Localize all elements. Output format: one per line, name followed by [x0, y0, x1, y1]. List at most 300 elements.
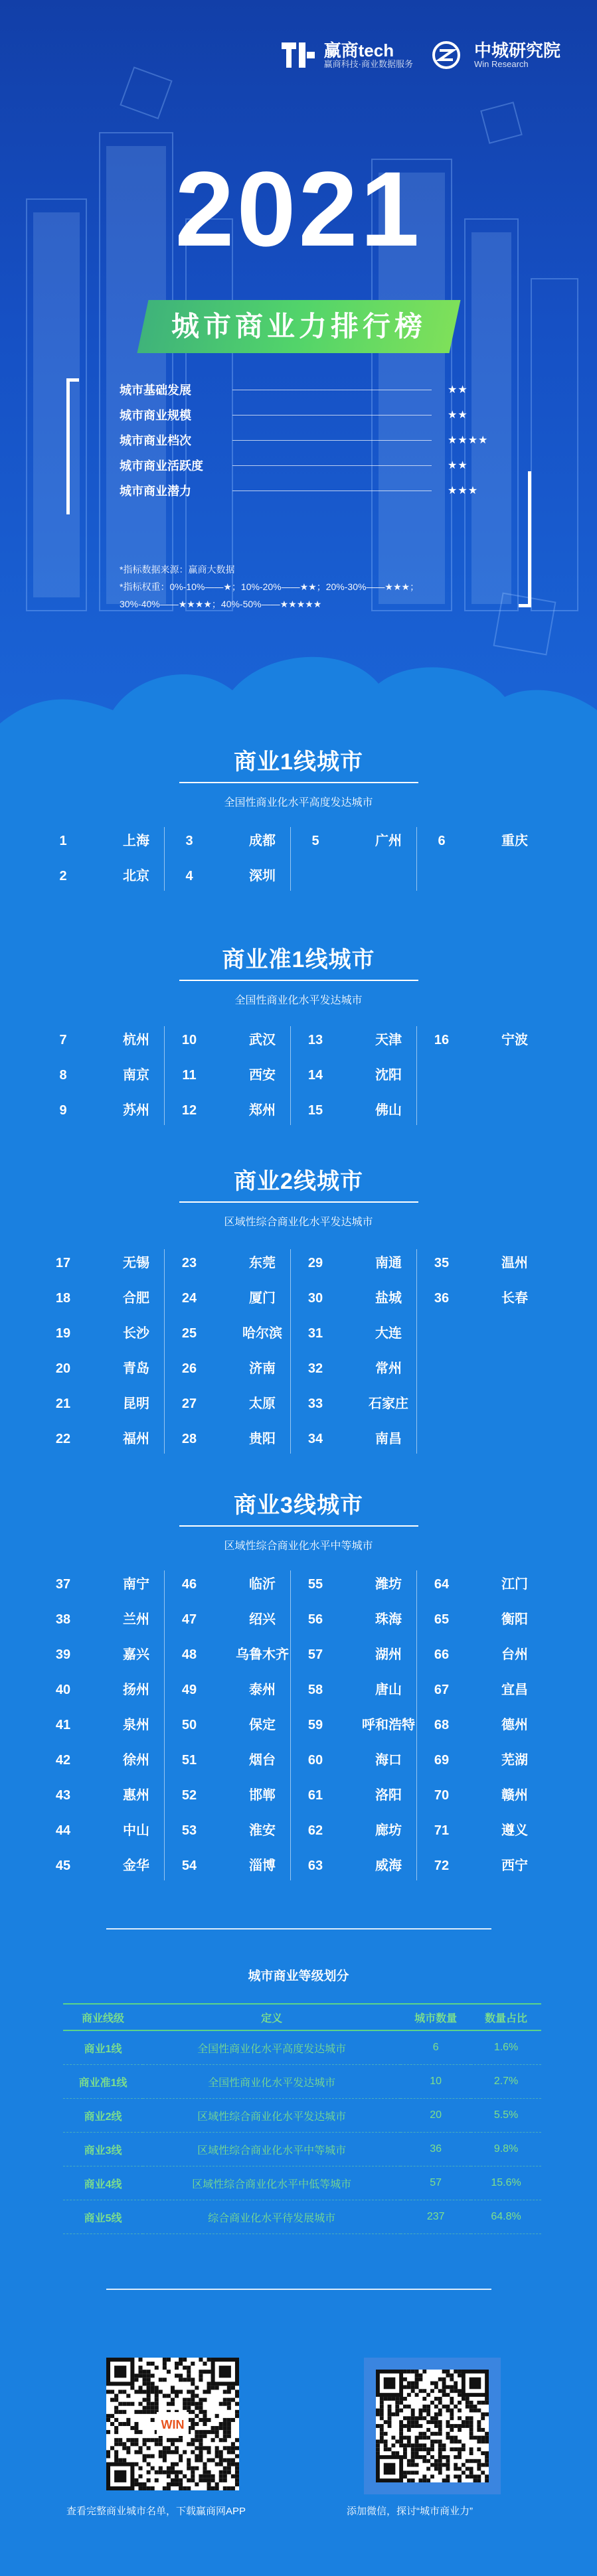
- city-rank-item: [428, 1030, 548, 1050]
- city-rank: 38: [55, 1612, 71, 1627]
- city-rank: 53: [181, 1823, 197, 1838]
- city-rank-item: [302, 1610, 422, 1629]
- table-row: [63, 2133, 541, 2166]
- city-rank-item: [50, 1645, 169, 1665]
- city-name: 合肥: [123, 1291, 149, 1306]
- winshang-logo-icon: [280, 40, 317, 70]
- city-name: 中山: [123, 1823, 149, 1838]
- cloud-divider: [0, 617, 597, 763]
- indicator-stars: ★★: [448, 410, 468, 421]
- city-rank: 59: [307, 1718, 323, 1732]
- grade-definition: 全国性商业化水平发达城市: [143, 2065, 400, 2099]
- city-rank: 5: [311, 834, 319, 848]
- city-rank: 14: [307, 1068, 323, 1083]
- city-count: 6: [400, 2030, 471, 2065]
- city-name: 大连: [375, 1326, 402, 1341]
- city-rank-item: [302, 1065, 422, 1085]
- column-separator: [164, 1570, 165, 1880]
- tier2-title: 商业2线城市: [234, 1169, 363, 1194]
- table-row: [63, 2030, 541, 2065]
- grade-definition: 区域性综合商业化水平中等城市: [143, 2133, 400, 2166]
- section-divider: [106, 1928, 491, 1930]
- city-name: 北京: [123, 869, 149, 883]
- table-row: [63, 2065, 541, 2099]
- city-rank: 32: [307, 1361, 323, 1376]
- city-rank-item: [176, 1680, 296, 1700]
- city-rank-item: [176, 866, 296, 886]
- share-percent: 5.5%: [471, 2099, 541, 2133]
- city-rank-item: [302, 1715, 422, 1735]
- winshang-tech-logo: [280, 40, 413, 70]
- city-rank-item: [302, 1394, 422, 1414]
- city-name: 湖州: [375, 1647, 402, 1662]
- city-name: 宜昌: [501, 1683, 528, 1697]
- share-percent: 15.6%: [471, 2166, 541, 2200]
- city-rank-item: [428, 1253, 548, 1273]
- city-rank-item: [50, 1750, 169, 1770]
- city-rank: 44: [55, 1823, 71, 1838]
- city-rank: 45: [55, 1858, 71, 1873]
- city-name: 南宁: [123, 1577, 149, 1592]
- city-rank: 23: [181, 1256, 197, 1270]
- city-rank: 49: [181, 1683, 197, 1697]
- city-rank: 56: [307, 1612, 323, 1627]
- city-rank-item: [302, 1288, 422, 1308]
- city-rank: 72: [434, 1858, 450, 1873]
- city-rank-item: [176, 1715, 296, 1735]
- city-name: 金华: [123, 1858, 149, 1873]
- grade-level: 商业4线: [63, 2166, 143, 2200]
- city-rank: 31: [307, 1326, 323, 1341]
- indicator-label: 城市基础发展: [120, 384, 191, 397]
- city-rank-item: [302, 1856, 422, 1876]
- city-rank-item: [302, 1324, 422, 1343]
- city-name: 廊坊: [375, 1823, 402, 1838]
- city-rank-item: [176, 1856, 296, 1876]
- table-row: [63, 2166, 541, 2200]
- city-rank: 27: [181, 1397, 197, 1411]
- city-rank-item: [176, 1253, 296, 1273]
- city-rank: 47: [181, 1612, 197, 1627]
- indicator-line: [232, 415, 432, 416]
- city-rank-item: [50, 1030, 169, 1050]
- city-name: 洛阳: [375, 1788, 402, 1803]
- city-rank-item: [176, 1429, 296, 1449]
- city-rank-item: [176, 1359, 296, 1379]
- indicator-stars: ★★: [448, 384, 468, 396]
- city-name: 唐山: [375, 1683, 402, 1697]
- city-name: 赣州: [501, 1788, 528, 1803]
- city-rank: 55: [307, 1577, 323, 1592]
- grade-level: 商业1线: [63, 2030, 143, 2065]
- city-rank: 63: [307, 1858, 323, 1873]
- column-separator: [416, 827, 417, 891]
- city-rank: 42: [55, 1753, 71, 1768]
- grade-table-title: 城市商业等级划分: [248, 1969, 349, 1983]
- city-rank-item: [50, 1610, 169, 1629]
- indicator-stars: ★★★★: [448, 435, 489, 446]
- city-rank-item: [176, 1750, 296, 1770]
- city-name: 南昌: [375, 1432, 402, 1446]
- grade-level: 商业2线: [63, 2099, 143, 2133]
- city-count: 20: [400, 2099, 471, 2133]
- city-rank-item: [302, 1680, 422, 1700]
- city-count: 237: [400, 2200, 471, 2234]
- city-rank-item: [302, 1030, 422, 1050]
- city-name: 威海: [375, 1858, 402, 1873]
- city-rank: 28: [181, 1432, 197, 1446]
- column-separator: [164, 827, 165, 891]
- city-rank-item: [50, 1429, 169, 1449]
- indicator-row: [120, 405, 491, 425]
- city-rank-item: [302, 1821, 422, 1841]
- city-rank-item: [176, 1288, 296, 1308]
- city-rank-item: [428, 1645, 548, 1665]
- grade-definition: 综合商业化水平待发展城市: [143, 2200, 400, 2234]
- city-rank-item: [302, 1253, 422, 1273]
- city-name: 乌鲁木齐: [236, 1647, 289, 1662]
- year-title: 2021: [175, 149, 422, 268]
- indicator-line: [232, 465, 432, 466]
- city-rank: 15: [307, 1103, 323, 1118]
- wechat-qr-caption: 添加微信，探讨“城市商业力”: [347, 2506, 473, 2517]
- city-rank-item: [428, 1785, 548, 1805]
- city-rank-item: [428, 1856, 548, 1876]
- city-rank-item: [176, 1394, 296, 1414]
- city-name: 江门: [501, 1577, 528, 1592]
- tier1-title: 商业1线城市: [234, 749, 363, 775]
- column-separator: [164, 1249, 165, 1454]
- city-rank: 65: [434, 1612, 450, 1627]
- column-separator: [290, 1026, 291, 1125]
- city-rank-item: [428, 1288, 548, 1308]
- city-name: 佛山: [375, 1103, 402, 1118]
- city-rank: 34: [307, 1432, 323, 1446]
- city-rank-item: [302, 831, 422, 851]
- city-rank-item: [176, 1610, 296, 1629]
- city-name: 温州: [501, 1256, 528, 1270]
- city-rank: 52: [181, 1788, 197, 1803]
- city-rank: 61: [307, 1788, 323, 1803]
- tier-1plus-rule: [179, 980, 418, 981]
- win-research-logo: [430, 40, 560, 70]
- city-skyline-illustration: [0, 0, 597, 723]
- indicator-stars: ★★: [448, 460, 468, 471]
- city-rank-item: [428, 1750, 548, 1770]
- city-name: 无锡: [123, 1256, 149, 1270]
- city-rank-item: [302, 1100, 422, 1120]
- city-rank: 60: [307, 1753, 323, 1768]
- city-count: 36: [400, 2133, 471, 2166]
- city-rank-item: [50, 1100, 169, 1120]
- city-rank: 8: [59, 1068, 67, 1083]
- city-rank: 69: [434, 1753, 450, 1768]
- col-header-level: 商业线级: [63, 2004, 143, 2030]
- share-percent: 64.8%: [471, 2200, 541, 2234]
- app-download-qr[interactable]: [106, 2358, 239, 2490]
- city-rank-item: [50, 1359, 169, 1379]
- city-count: 10: [400, 2065, 471, 2099]
- city-rank: 58: [307, 1683, 323, 1697]
- city-rank: 26: [181, 1361, 197, 1376]
- city-name: 重庆: [501, 834, 528, 848]
- city-rank: 25: [181, 1326, 197, 1341]
- data-source-note: *指标数据来源：赢商大数据: [120, 564, 235, 575]
- column-separator: [290, 1570, 291, 1880]
- tier2-rule: [179, 1201, 418, 1203]
- city-count: 57: [400, 2166, 471, 2200]
- city-name: 邯郸: [249, 1788, 276, 1803]
- city-rank: 7: [59, 1033, 67, 1047]
- city-rank: 13: [307, 1033, 323, 1047]
- city-name: 泉州: [123, 1718, 149, 1732]
- tier-1plus-title: 商业准1线城市: [222, 947, 375, 972]
- city-rank-item: [176, 1574, 296, 1594]
- tier3-rule: [179, 1525, 418, 1527]
- city-name: 长春: [501, 1291, 528, 1306]
- indicator-row: [120, 481, 491, 500]
- tier2-subtitle: 区域性综合商业化水平发达城市: [224, 1217, 373, 1228]
- weights-note-1: *指标权重：0%-10%——★；10%-20%——★★；20%-30%——★★★；: [120, 581, 420, 592]
- indicator-stars: ★★★: [448, 485, 479, 496]
- tier3-title: 商业3线城市: [234, 1493, 363, 1518]
- city-name: 天津: [375, 1033, 402, 1047]
- city-rank: 57: [307, 1647, 323, 1662]
- grade-level: 商业5线: [63, 2200, 143, 2234]
- city-name: 西安: [249, 1068, 276, 1083]
- city-rank-item: [176, 831, 296, 851]
- indicator-line: [232, 440, 432, 441]
- city-rank: 20: [55, 1361, 71, 1376]
- hero-banner: [0, 0, 597, 723]
- city-rank-item: [176, 1100, 296, 1120]
- city-rank: 17: [55, 1256, 71, 1270]
- city-rank-item: [302, 1574, 422, 1594]
- city-rank-item: [50, 1821, 169, 1841]
- city-rank-item: [302, 1645, 422, 1665]
- table-row: [63, 2200, 541, 2234]
- city-name: 武汉: [249, 1033, 276, 1047]
- city-name: 淄博: [249, 1858, 276, 1873]
- city-rank: 62: [307, 1823, 323, 1838]
- city-name: 杭州: [123, 1033, 149, 1047]
- city-rank: 3: [185, 834, 193, 848]
- qr-badge-text: WIN: [161, 2418, 185, 2431]
- section-divider: [106, 2289, 491, 2290]
- city-name: 西宁: [501, 1858, 528, 1873]
- city-rank-item: [50, 1574, 169, 1594]
- city-rank: 6: [438, 834, 446, 848]
- city-rank: 24: [181, 1291, 197, 1306]
- city-name: 常州: [375, 1361, 402, 1376]
- city-rank-item: [50, 1785, 169, 1805]
- city-name: 潍坊: [375, 1577, 402, 1592]
- city-name: 苏州: [123, 1103, 149, 1118]
- city-rank-item: [50, 1324, 169, 1343]
- city-rank-item: [176, 1821, 296, 1841]
- bracket-left: [66, 378, 79, 514]
- city-rank: 54: [181, 1858, 197, 1873]
- weights-note-2: 30%-40%——★★★★；40%-50%——★★★★★: [120, 599, 322, 609]
- share-percent: 1.6%: [471, 2030, 541, 2065]
- logo-group: [280, 40, 560, 70]
- city-name: 济南: [249, 1361, 276, 1376]
- city-rank-item: [50, 1065, 169, 1085]
- col-header-share: 数量占比: [471, 2004, 541, 2030]
- indicator-label: 城市商业潜力: [120, 485, 191, 498]
- city-rank: 11: [182, 1068, 197, 1083]
- city-name: 台州: [501, 1647, 528, 1662]
- city-name: 哈尔滨: [242, 1326, 282, 1341]
- share-percent: 2.7%: [471, 2065, 541, 2099]
- city-name: 淮安: [249, 1823, 276, 1838]
- tier-1plus-subtitle: 全国性商业化水平发达城市: [234, 995, 363, 1006]
- city-rank-item: [302, 1359, 422, 1379]
- tier1-subtitle: 全国性商业化水平高度发达城市: [224, 797, 373, 808]
- city-name: 东莞: [249, 1256, 276, 1270]
- indicator-label: 城市商业活跃度: [120, 459, 203, 473]
- city-name: 昆明: [123, 1397, 149, 1411]
- city-name: 海口: [375, 1753, 402, 1768]
- city-name: 徐州: [123, 1753, 149, 1768]
- grade-table: [63, 2003, 541, 2234]
- grade-definition: 区域性综合商业化水平中低等城市: [143, 2166, 400, 2200]
- city-rank-item: [50, 1680, 169, 1700]
- city-name: 惠州: [123, 1788, 149, 1803]
- city-rank: 19: [55, 1326, 71, 1341]
- city-rank-item: [428, 1610, 548, 1629]
- city-name: 广州: [375, 834, 402, 848]
- logo2-name: 中城研究院: [473, 40, 560, 60]
- grade-definition: 区域性综合商业化水平发达城市: [143, 2099, 400, 2133]
- tier3-subtitle: 区域性综合商业化水平中等城市: [224, 1541, 373, 1552]
- city-rank: 64: [434, 1577, 450, 1592]
- city-rank: 68: [434, 1718, 450, 1732]
- city-name: 深圳: [249, 869, 276, 883]
- city-name: 临沂: [249, 1577, 276, 1592]
- city-rank-item: [50, 1715, 169, 1735]
- column-separator: [416, 1026, 417, 1125]
- city-rank-item: [176, 1065, 296, 1085]
- column-separator: [416, 1249, 417, 1454]
- city-name: 上海: [123, 834, 149, 848]
- share-percent: 9.8%: [471, 2133, 541, 2166]
- city-rank-item: [176, 1030, 296, 1050]
- column-separator: [290, 1249, 291, 1454]
- grade-definition: 全国性商业化水平高度发达城市: [143, 2030, 400, 2065]
- city-rank: 71: [434, 1823, 450, 1838]
- city-rank: 10: [181, 1033, 197, 1047]
- city-rank-item: [428, 1821, 548, 1841]
- grade-level: 商业准1线: [63, 2065, 143, 2099]
- city-name: 遵义: [501, 1823, 528, 1838]
- city-rank-item: [428, 831, 548, 851]
- city-rank: 51: [181, 1753, 197, 1768]
- city-rank: 46: [181, 1577, 197, 1592]
- win-research-logo-icon: [430, 40, 468, 70]
- city-rank: 70: [434, 1788, 450, 1803]
- city-rank-item: [50, 1253, 169, 1273]
- city-rank: 16: [434, 1033, 450, 1047]
- city-name: 太原: [249, 1397, 276, 1411]
- column-separator: [416, 1570, 417, 1880]
- city-rank: 22: [55, 1432, 71, 1446]
- city-rank: 2: [59, 869, 67, 883]
- city-rank: 37: [55, 1577, 71, 1592]
- city-rank-item: [50, 831, 169, 851]
- city-rank: 67: [434, 1683, 450, 1697]
- city-rank-item: [50, 1856, 169, 1876]
- city-rank: 43: [55, 1788, 71, 1803]
- city-name: 保定: [249, 1718, 276, 1732]
- city-rank: 9: [59, 1103, 67, 1118]
- indicator-label: 城市商业规模: [120, 409, 191, 422]
- city-name: 盐城: [375, 1291, 402, 1306]
- indicator-row: [120, 455, 491, 475]
- city-rank: 48: [181, 1647, 197, 1662]
- col-header-count: 城市数量: [400, 2004, 471, 2030]
- wechat-qr[interactable]: [376, 2370, 489, 2482]
- city-rank: 29: [307, 1256, 323, 1270]
- city-name: 南通: [375, 1256, 402, 1270]
- city-rank-item: [302, 1785, 422, 1805]
- ranking-title: 城市商业力排行榜: [171, 311, 426, 342]
- city-rank-item: [302, 1750, 422, 1770]
- city-rank-item: [176, 1324, 296, 1343]
- column-separator: [290, 827, 291, 891]
- grade-level: 商业3线: [63, 2133, 143, 2166]
- city-rank-item: [50, 1394, 169, 1414]
- city-name: 衡阳: [501, 1612, 528, 1627]
- city-name: 石家庄: [369, 1397, 408, 1411]
- bracket-right: [519, 471, 531, 607]
- city-rank-item: [50, 1288, 169, 1308]
- city-name: 扬州: [123, 1683, 149, 1697]
- city-rank: 4: [185, 869, 193, 883]
- city-name: 福州: [123, 1432, 149, 1446]
- qr-code-icon: [106, 2358, 239, 2490]
- city-rank-item: [50, 866, 169, 886]
- city-rank: 40: [55, 1683, 71, 1697]
- city-rank-item: [428, 1574, 548, 1594]
- city-name: 厦门: [249, 1291, 276, 1306]
- city-rank: 1: [59, 834, 67, 848]
- indicator-row: [120, 430, 491, 450]
- city-name: 烟台: [249, 1753, 276, 1768]
- indicator-row: [120, 380, 491, 400]
- wechat-qr-frame: [364, 2358, 501, 2494]
- city-name: 泰州: [249, 1683, 276, 1697]
- city-rank-item: [176, 1645, 296, 1665]
- logo1-name: 赢商tech: [323, 40, 394, 60]
- logo2-sub: Win Research: [473, 59, 529, 69]
- city-name: 青岛: [123, 1361, 149, 1376]
- city-rank: 50: [181, 1718, 197, 1732]
- city-rank-item: [176, 1785, 296, 1805]
- city-name: 嘉兴: [123, 1647, 149, 1662]
- indicator-label: 城市商业档次: [120, 434, 191, 447]
- city-name: 兰州: [123, 1612, 149, 1627]
- city-rank: 36: [434, 1291, 450, 1306]
- city-name: 德州: [501, 1718, 528, 1732]
- city-name: 绍兴: [249, 1612, 276, 1627]
- city-rank: 41: [55, 1718, 71, 1732]
- city-name: 长沙: [123, 1326, 149, 1341]
- city-name: 沈阳: [375, 1068, 402, 1083]
- city-rank: 18: [55, 1291, 71, 1306]
- city-rank-item: [428, 1715, 548, 1735]
- city-rank: 33: [307, 1397, 323, 1411]
